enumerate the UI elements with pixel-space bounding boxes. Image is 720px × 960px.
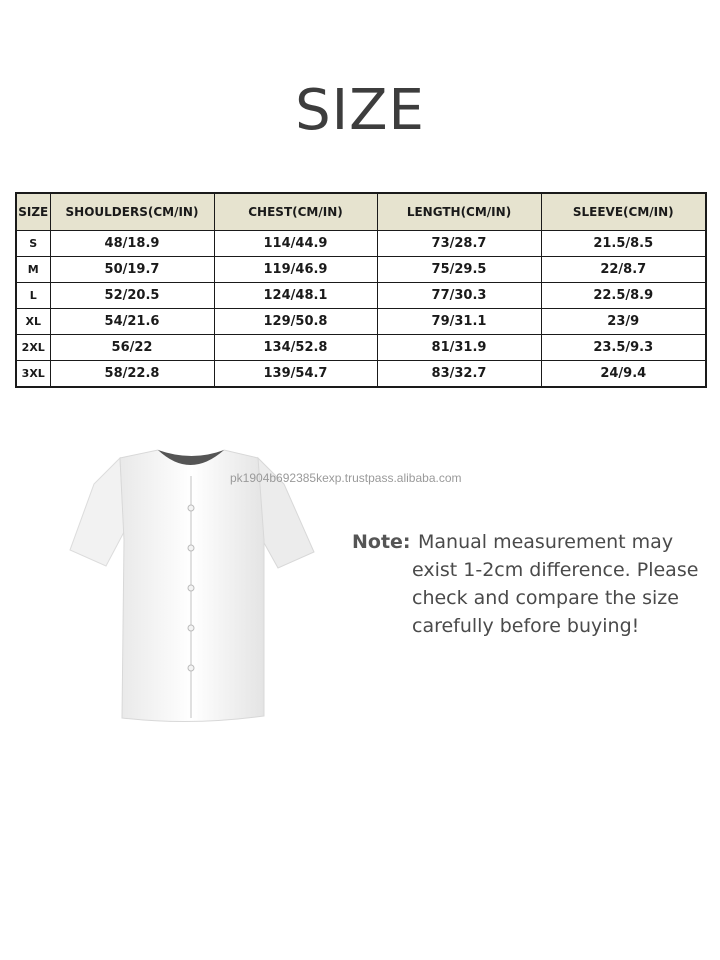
shoulders-cell: 56/22 — [50, 334, 214, 360]
shoulders-cell: 54/21.6 — [50, 308, 214, 334]
note-line: check and compare the size — [412, 587, 679, 609]
size-cell: S — [16, 231, 50, 257]
shoulders-cell: 50/19.7 — [50, 256, 214, 282]
note-line: exist 1-2cm difference. Please — [412, 559, 699, 581]
size-cell: L — [16, 282, 50, 308]
chest-cell: 134/52.8 — [214, 334, 377, 360]
header-size: SIZE — [16, 193, 50, 231]
sleeve-cell: 22.5/8.9 — [541, 282, 706, 308]
page-title: SIZE — [295, 78, 425, 143]
length-cell: 81/31.9 — [377, 334, 541, 360]
shoulders-cell: 48/18.9 — [50, 231, 214, 257]
table-row — [16, 308, 706, 334]
shoulders-cell: 52/20.5 — [50, 282, 214, 308]
chest-cell: 129/50.8 — [214, 308, 377, 334]
length-cell: 75/29.5 — [377, 256, 541, 282]
watermark-text: pk1904b692385kexp.trustpass.alibaba.com — [230, 471, 462, 485]
table-header-row — [16, 193, 706, 231]
length-cell: 77/30.3 — [377, 282, 541, 308]
header-chest: CHEST(CM/IN) — [214, 193, 377, 231]
note-line: Manual measurement may — [418, 531, 674, 553]
length-cell: 79/31.1 — [377, 308, 541, 334]
sleeve-cell: 23/9 — [541, 308, 706, 334]
header-sleeve: SLEEVE(CM/IN) — [541, 193, 706, 231]
chest-cell: 139/54.7 — [214, 360, 377, 387]
table-row — [16, 334, 706, 360]
note-text — [412, 528, 712, 640]
size-cell: 3XL — [16, 360, 50, 387]
note-line: carefully before buying! — [412, 615, 640, 637]
size-chart-table — [15, 192, 707, 388]
sleeve-cell: 21.5/8.5 — [541, 231, 706, 257]
chest-cell: 119/46.9 — [214, 256, 377, 282]
chest-cell: 114/44.9 — [214, 231, 377, 257]
table-row — [16, 231, 706, 257]
size-cell: 2XL — [16, 334, 50, 360]
sleeve-cell: 24/9.4 — [541, 360, 706, 387]
chest-cell: 124/48.1 — [214, 282, 377, 308]
length-cell: 83/32.7 — [377, 360, 541, 387]
size-cell: M — [16, 256, 50, 282]
header-shoulders: SHOULDERS(CM/IN) — [50, 193, 214, 231]
length-cell: 73/28.7 — [377, 231, 541, 257]
sleeve-cell: 22/8.7 — [541, 256, 706, 282]
shoulders-cell: 58/22.8 — [50, 360, 214, 387]
header-length: LENGTH(CM/IN) — [377, 193, 541, 231]
sleeve-cell: 23.5/9.3 — [541, 334, 706, 360]
table-row — [16, 282, 706, 308]
size-cell: XL — [16, 308, 50, 334]
table-row — [16, 360, 706, 387]
note-label: Note: — [352, 531, 411, 553]
table-row — [16, 256, 706, 282]
